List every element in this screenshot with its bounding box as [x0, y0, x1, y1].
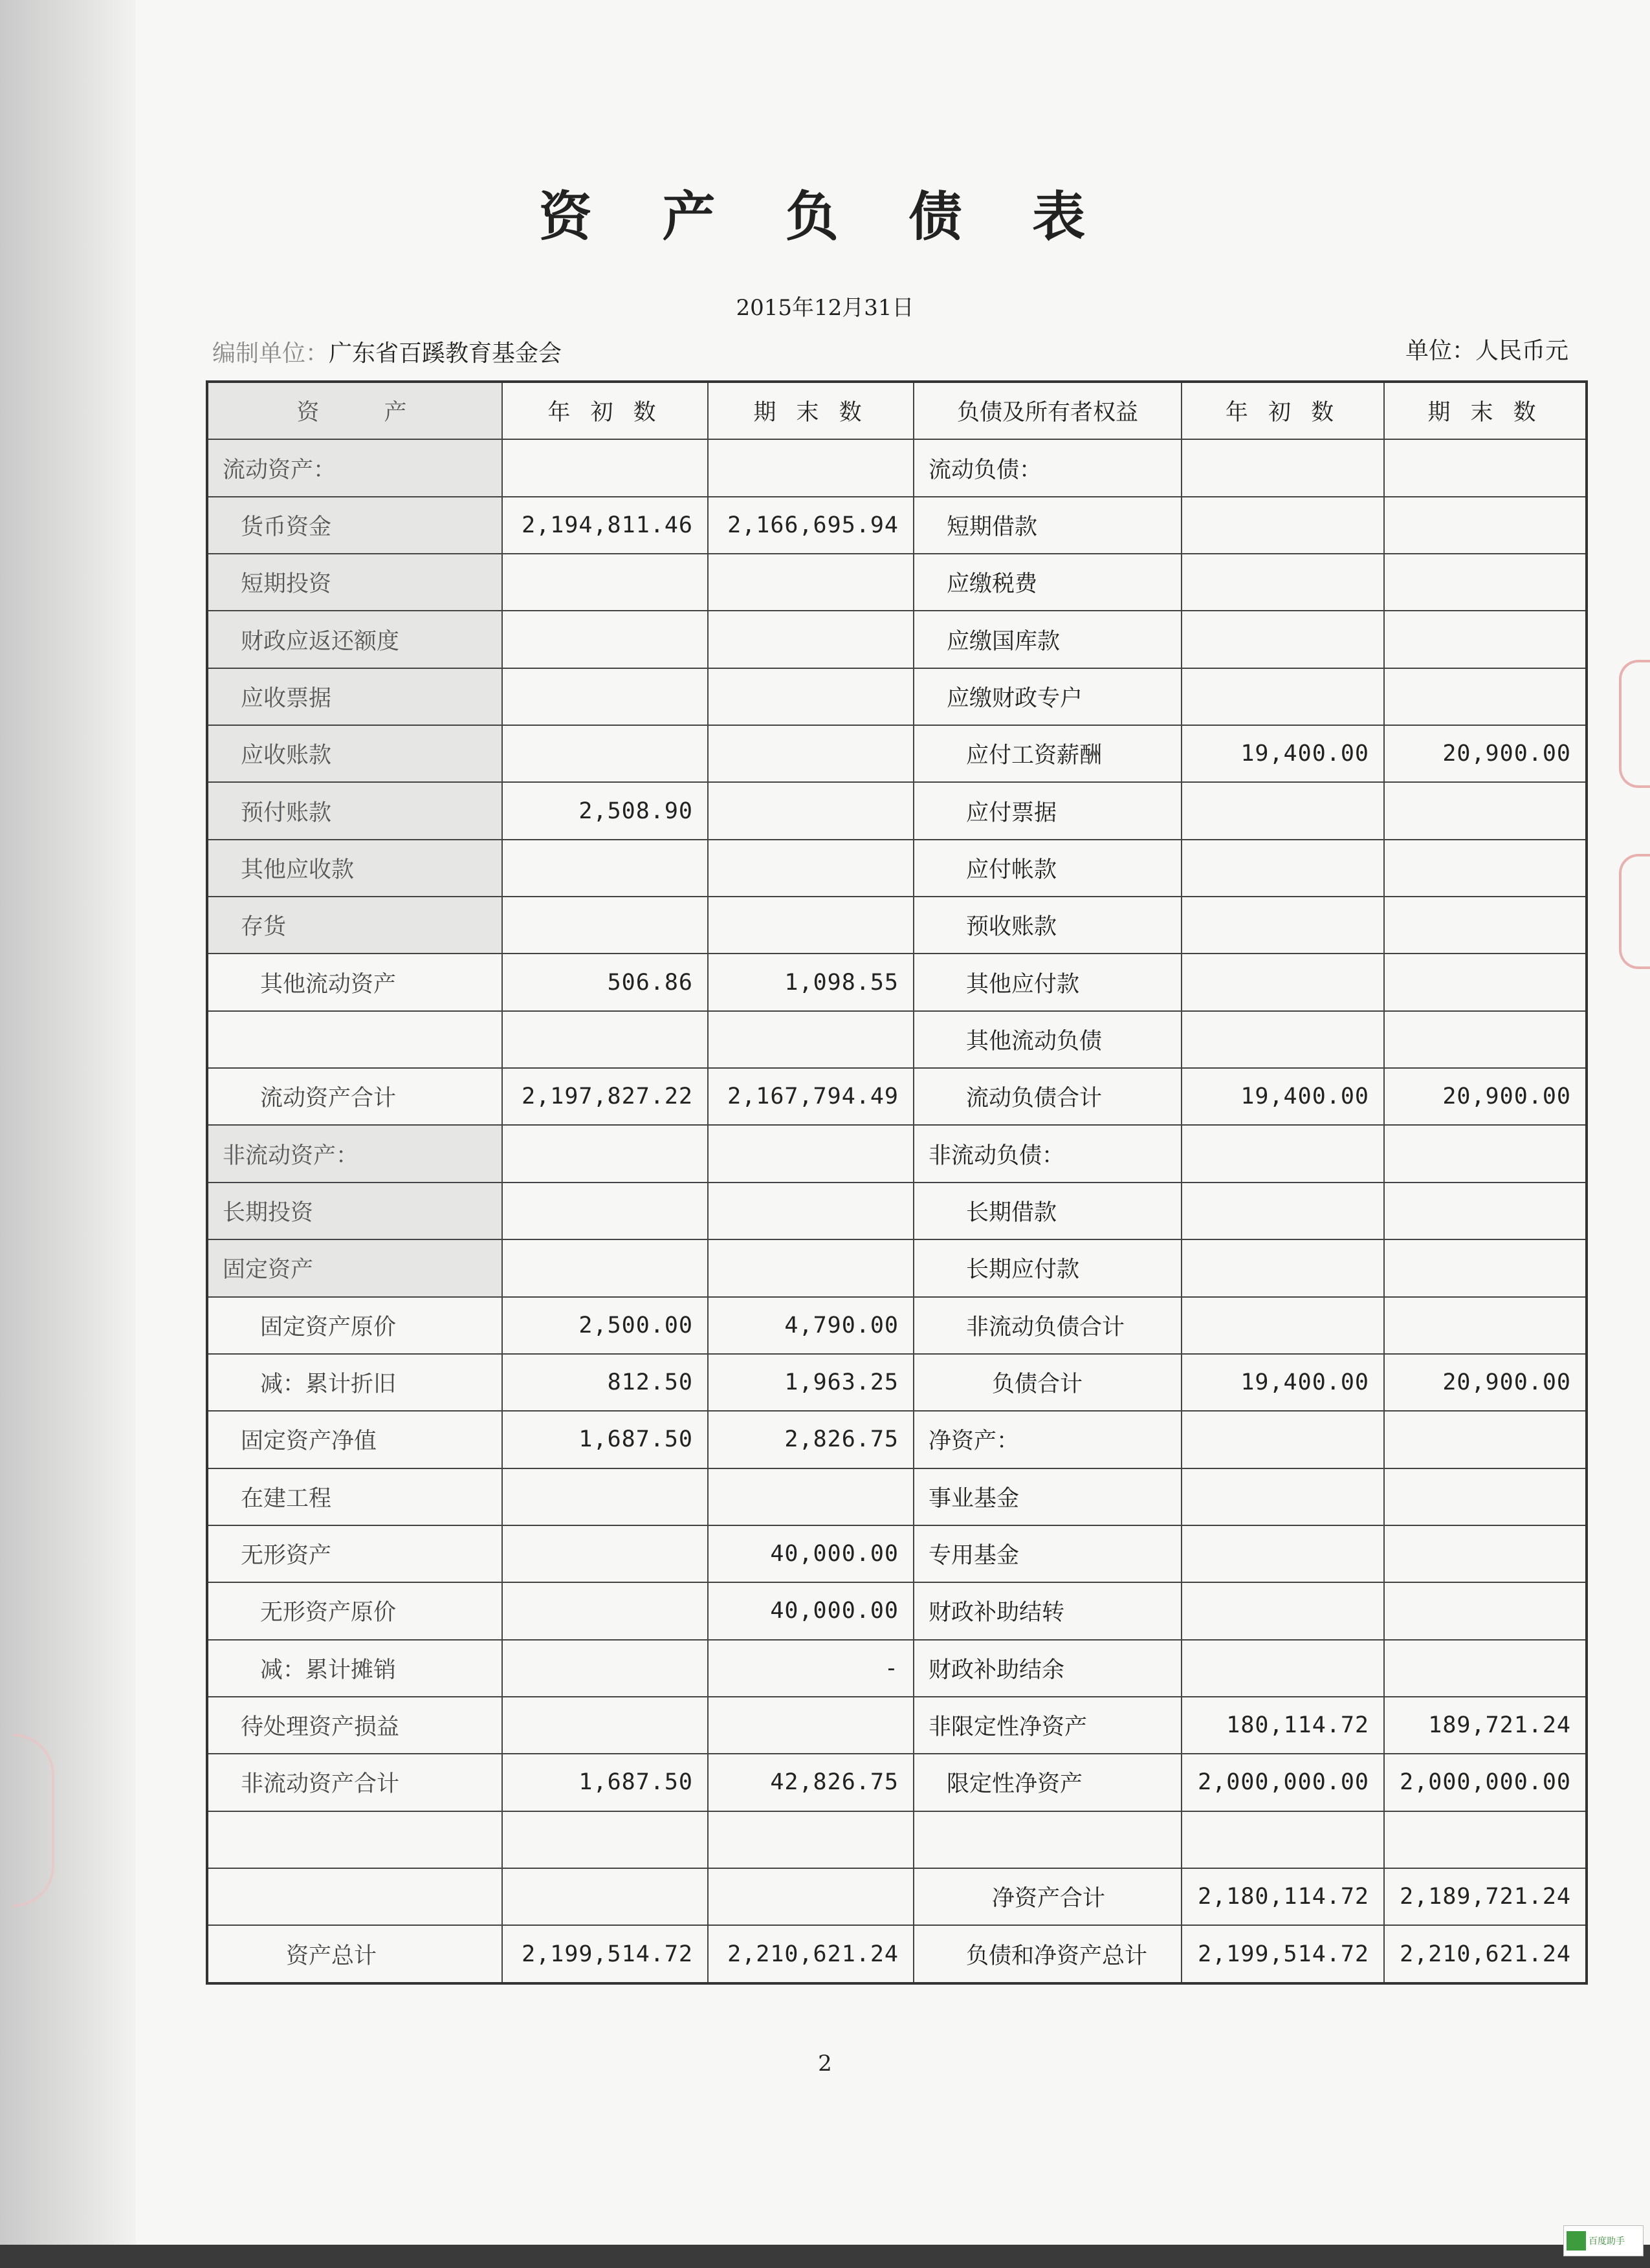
page-binding-shadow: [0, 0, 149, 2245]
header-assets: 资 产: [207, 382, 502, 439]
liability-beginning-value: [1182, 1011, 1384, 1068]
liability-ending-value: [1384, 1011, 1587, 1068]
preparer-name: 广东省百蹊教育基金会: [329, 340, 562, 367]
table-row: [207, 725, 1587, 782]
asset-item-label: [207, 1811, 502, 1868]
asset-beginning-value: [502, 668, 708, 725]
asset-beginning-value: [502, 725, 708, 782]
liability-beginning-value: [1182, 1239, 1384, 1296]
preparer-label: 编制单位：: [212, 340, 329, 367]
asset-ending-value: [708, 840, 914, 897]
asset-item-label: 固定资产: [207, 1239, 502, 1296]
asset-beginning-value: [502, 1697, 708, 1754]
asset-item-label: 减：累计折旧: [207, 1354, 502, 1411]
asset-ending-value: [708, 897, 914, 954]
asset-ending-value: 40,000.00: [708, 1525, 914, 1582]
header-liabilities-ending: 期 末 数: [1384, 382, 1587, 439]
table-row: [207, 1011, 1587, 1068]
page-number: 2: [818, 2051, 832, 2077]
asset-ending-value: [708, 1183, 914, 1239]
red-seal-stamp: [1619, 660, 1650, 788]
liability-item-label: 应付票据: [914, 782, 1182, 839]
liability-item-label: 限定性净资产: [914, 1754, 1182, 1811]
table-row: [207, 1297, 1587, 1354]
asset-ending-value: 2,826.75: [708, 1411, 914, 1468]
liability-item-label: 应付帐款: [914, 840, 1182, 897]
asset-item-label: 短期投资: [207, 554, 502, 611]
asset-item-label: 待处理资产损益: [207, 1697, 502, 1754]
liability-item-label: 流动负债：: [914, 439, 1182, 496]
preparer-line: [212, 335, 562, 368]
report-date: 2015年12月31日: [736, 295, 914, 321]
asset-ending-value: [708, 554, 914, 611]
table-row: [207, 1468, 1587, 1525]
table-row: [207, 1697, 1587, 1754]
asset-beginning-value: 2,194,811.46: [502, 497, 708, 554]
table-row: [207, 897, 1587, 954]
balance-sheet-table: [206, 380, 1588, 1985]
liability-item-label: 其他流动负债: [914, 1011, 1182, 1068]
asset-beginning-value: 2,197,827.22: [502, 1068, 708, 1125]
liability-beginning-value: [1182, 1811, 1384, 1868]
asset-item-label: 其他流动资产: [207, 954, 502, 1010]
asset-ending-value: [708, 611, 914, 668]
asset-beginning-value: 1,687.50: [502, 1754, 708, 1811]
liability-ending-value: [1384, 897, 1587, 954]
liability-beginning-value: [1182, 782, 1384, 839]
liability-beginning-value: [1182, 954, 1384, 1010]
liability-beginning-value: [1182, 497, 1384, 554]
liability-beginning-value: 19,400.00: [1182, 1354, 1384, 1411]
table-row: [207, 1411, 1587, 1468]
asset-beginning-value: [502, 840, 708, 897]
asset-ending-value: 4,790.00: [708, 1297, 914, 1354]
liability-beginning-value: [1182, 1525, 1384, 1582]
asset-item-label: 固定资产净值: [207, 1411, 502, 1468]
asset-item-label: 预付账款: [207, 782, 502, 839]
liability-ending-value: 20,900.00: [1384, 1068, 1587, 1125]
asset-item-label: 无形资产原价: [207, 1582, 502, 1639]
liability-beginning-value: 2,180,114.72: [1182, 1868, 1384, 1925]
table-row: [207, 554, 1587, 611]
asset-ending-value: [708, 1125, 914, 1182]
asset-beginning-value: [502, 1125, 708, 1182]
asset-beginning-value: [502, 439, 708, 496]
asset-beginning-value: 2,199,514.72: [502, 1925, 708, 1983]
asset-beginning-value: [502, 611, 708, 668]
liability-beginning-value: [1182, 668, 1384, 725]
asset-ending-value: 1,963.25: [708, 1354, 914, 1411]
liability-ending-value: [1384, 1468, 1587, 1525]
document-title: 资 产 负 债 表: [538, 186, 1112, 248]
liability-item-label: [914, 1811, 1182, 1868]
asset-item-label: 长期投资: [207, 1183, 502, 1239]
asset-item-label: [207, 1011, 502, 1068]
liability-ending-value: 2,189,721.24: [1384, 1868, 1587, 1925]
liability-beginning-value: [1182, 840, 1384, 897]
asset-ending-value: [708, 439, 914, 496]
asset-beginning-value: 506.86: [502, 954, 708, 1010]
red-seal-stamp: [13, 1734, 54, 1907]
table-row: [207, 1811, 1587, 1868]
asset-ending-value: [708, 668, 914, 725]
liability-item-label: 负债合计: [914, 1354, 1182, 1411]
asset-item-label: [207, 1868, 502, 1925]
asset-ending-value: -: [708, 1640, 914, 1697]
liability-ending-value: [1384, 554, 1587, 611]
asset-item-label: 货币资金: [207, 497, 502, 554]
table-row: [207, 439, 1587, 496]
asset-beginning-value: 812.50: [502, 1354, 708, 1411]
asset-item-label: 流动资产：: [207, 439, 502, 496]
asset-ending-value: 40,000.00: [708, 1582, 914, 1639]
watermark-text: 百度助手: [1589, 2236, 1625, 2247]
table-row: [207, 611, 1587, 668]
asset-beginning-value: [502, 1640, 708, 1697]
liability-ending-value: [1384, 1525, 1587, 1582]
asset-ending-value: [708, 725, 914, 782]
asset-ending-value: [708, 1011, 914, 1068]
liability-item-label: 净资产：: [914, 1411, 1182, 1468]
liability-item-label: 非流动负债合计: [914, 1297, 1182, 1354]
table-row: [207, 1754, 1587, 1811]
logo-icon: [1567, 2231, 1586, 2251]
liability-ending-value: 20,900.00: [1384, 1354, 1587, 1411]
table-row: [207, 1125, 1587, 1182]
table-row: [207, 954, 1587, 1010]
liability-ending-value: [1384, 439, 1587, 496]
table-row: [207, 668, 1587, 725]
liability-item-label: 财政补助结转: [914, 1582, 1182, 1639]
liability-item-label: 非限定性净资产: [914, 1697, 1182, 1754]
liability-item-label: 流动负债合计: [914, 1068, 1182, 1125]
red-seal-stamp: [1619, 854, 1650, 969]
liability-ending-value: [1384, 1811, 1587, 1868]
liability-ending-value: [1384, 611, 1587, 668]
asset-item-label: 应收票据: [207, 668, 502, 725]
liability-beginning-value: [1182, 1297, 1384, 1354]
asset-beginning-value: 2,508.90: [502, 782, 708, 839]
header-assets-ending: 期 末 数: [708, 382, 914, 439]
liability-beginning-value: [1182, 897, 1384, 954]
liability-ending-value: [1384, 1125, 1587, 1182]
liability-ending-value: [1384, 668, 1587, 725]
table-row: [207, 1068, 1587, 1125]
liability-item-label: 应缴国库款: [914, 611, 1182, 668]
asset-beginning-value: 1,687.50: [502, 1411, 708, 1468]
asset-item-label: 流动资产合计: [207, 1068, 502, 1125]
header-liabilities-beginning: 年 初 数: [1182, 382, 1384, 439]
asset-ending-value: [708, 1868, 914, 1925]
liability-item-label: 非流动负债：: [914, 1125, 1182, 1182]
liability-item-label: 净资产合计: [914, 1868, 1182, 1925]
asset-beginning-value: [502, 1525, 708, 1582]
liability-beginning-value: [1182, 1125, 1384, 1182]
liability-item-label: 长期借款: [914, 1183, 1182, 1239]
asset-item-label: 固定资产原价: [207, 1297, 502, 1354]
table-row: [207, 1868, 1587, 1925]
asset-item-label: 在建工程: [207, 1468, 502, 1525]
liability-item-label: 财政补助结余: [914, 1640, 1182, 1697]
liability-beginning-value: 19,400.00: [1182, 725, 1384, 782]
table-row: [207, 1640, 1587, 1697]
asset-item-label: 其他应收款: [207, 840, 502, 897]
asset-beginning-value: [502, 1239, 708, 1296]
liability-item-label: 预收账款: [914, 897, 1182, 954]
currency-unit: 单位：人民币元: [1405, 338, 1568, 364]
asset-item-label: 非流动资产：: [207, 1125, 502, 1182]
asset-ending-value: [708, 1811, 914, 1868]
asset-beginning-value: [502, 1468, 708, 1525]
liability-item-label: 其他应付款: [914, 954, 1182, 1010]
liability-ending-value: [1384, 1411, 1587, 1468]
liability-ending-value: [1384, 1183, 1587, 1239]
table-header-row: [207, 382, 1587, 439]
liability-item-label: 长期应付款: [914, 1239, 1182, 1296]
liability-ending-value: [1384, 1297, 1587, 1354]
scanner-bottom-edge: [0, 2245, 1650, 2268]
asset-ending-value: 42,826.75: [708, 1754, 914, 1811]
asset-beginning-value: [502, 554, 708, 611]
liability-ending-value: [1384, 782, 1587, 839]
liability-ending-value: 189,721.24: [1384, 1697, 1587, 1754]
watermark-logo: [1563, 2225, 1644, 2256]
asset-beginning-value: 2,500.00: [502, 1297, 708, 1354]
liability-ending-value: 20,900.00: [1384, 725, 1587, 782]
liability-beginning-value: 2,199,514.72: [1182, 1925, 1384, 1983]
liability-item-label: 应缴财政专户: [914, 668, 1182, 725]
asset-item-label: 资产总计: [207, 1925, 502, 1983]
asset-ending-value: 2,167,794.49: [708, 1068, 914, 1125]
header-assets-beginning: 年 初 数: [502, 382, 708, 439]
table-row: [207, 1183, 1587, 1239]
asset-ending-value: [708, 1697, 914, 1754]
liability-ending-value: [1384, 954, 1587, 1010]
asset-beginning-value: [502, 1582, 708, 1639]
liability-ending-value: [1384, 497, 1587, 554]
table-row: [207, 1525, 1587, 1582]
liability-ending-value: 2,210,621.24: [1384, 1925, 1587, 1983]
liability-beginning-value: 19,400.00: [1182, 1068, 1384, 1125]
asset-beginning-value: [502, 897, 708, 954]
liability-item-label: 应缴税费: [914, 554, 1182, 611]
liability-item-label: 负债和净资产总计: [914, 1925, 1182, 1983]
asset-item-label: 应收账款: [207, 725, 502, 782]
liability-item-label: 应付工资薪酬: [914, 725, 1182, 782]
asset-ending-value: 1,098.55: [708, 954, 914, 1010]
asset-ending-value: [708, 1468, 914, 1525]
liability-ending-value: [1384, 840, 1587, 897]
table-row: [207, 1354, 1587, 1411]
liability-beginning-value: [1182, 1183, 1384, 1239]
liability-ending-value: [1384, 1640, 1587, 1697]
asset-beginning-value: [502, 1011, 708, 1068]
table-row: [207, 497, 1587, 554]
liability-beginning-value: [1182, 1411, 1384, 1468]
asset-beginning-value: [502, 1868, 708, 1925]
table-row: [207, 1925, 1587, 1983]
asset-ending-value: [708, 1239, 914, 1296]
asset-ending-value: 2,166,695.94: [708, 497, 914, 554]
table-row: [207, 782, 1587, 839]
liability-beginning-value: 180,114.72: [1182, 1697, 1384, 1754]
table-row: [207, 840, 1587, 897]
liability-ending-value: 2,000,000.00: [1384, 1754, 1587, 1811]
liability-item-label: 事业基金: [914, 1468, 1182, 1525]
asset-item-label: 无形资产: [207, 1525, 502, 1582]
asset-ending-value: [708, 782, 914, 839]
liability-beginning-value: [1182, 1582, 1384, 1639]
liability-beginning-value: [1182, 554, 1384, 611]
asset-beginning-value: [502, 1811, 708, 1868]
asset-ending-value: 2,210,621.24: [708, 1925, 914, 1983]
liability-item-label: 专用基金: [914, 1525, 1182, 1582]
liability-item-label: 短期借款: [914, 497, 1182, 554]
asset-beginning-value: [502, 1183, 708, 1239]
asset-item-label: 财政应返还额度: [207, 611, 502, 668]
table-row: [207, 1239, 1587, 1296]
liability-beginning-value: [1182, 1468, 1384, 1525]
asset-item-label: 减：累计摊销: [207, 1640, 502, 1697]
asset-item-label: 存货: [207, 897, 502, 954]
liability-beginning-value: 2,000,000.00: [1182, 1754, 1384, 1811]
liability-beginning-value: [1182, 611, 1384, 668]
liability-ending-value: [1384, 1582, 1587, 1639]
header-liabilities-equity: 负债及所有者权益: [914, 382, 1182, 439]
table-row: [207, 1582, 1587, 1639]
liability-beginning-value: [1182, 439, 1384, 496]
liability-ending-value: [1384, 1239, 1587, 1296]
asset-item-label: 非流动资产合计: [207, 1754, 502, 1811]
liability-beginning-value: [1182, 1640, 1384, 1697]
